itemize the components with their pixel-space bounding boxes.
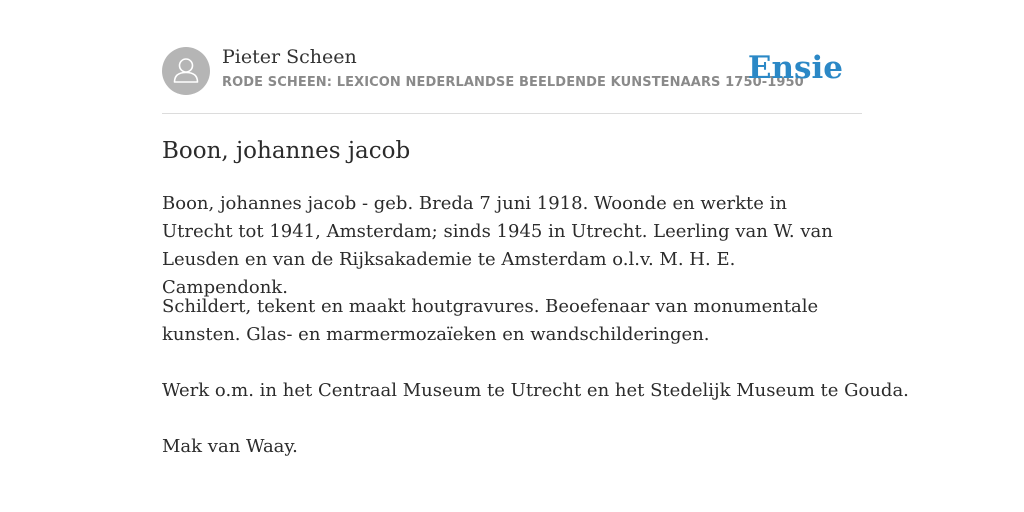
entry-card	[162, 44, 909, 457]
user-silhouette-icon	[162, 47, 210, 95]
source-title[interactable]: RODE SCHEEN: LEXICON NEDERLANDSE BEELDENDE KUNSTENAARS 1750-1950	[222, 75, 804, 90]
author-avatar[interactable]	[162, 47, 210, 95]
entry-header	[162, 44, 862, 114]
ensie-logo-link[interactable]: Ensie	[747, 50, 843, 86]
entry-paragraph-collections: Werk o.m. in het Centraal Museum te Utrecht en het Stedelijk Museum te Gouda.	[162, 380, 909, 401]
entry-paragraph-biography: Boon, johannes jacob - geb. Breda 7 juni 1918. Woonde en werkte in Utrecht tot 1941, Amsterdam; sinds 1945 in Utrecht. Leerling van W. van Leusden en van de Rijksakademie te Amsterdam o.l.v. M. H. E. Campendonk.	[162, 193, 833, 298]
entry-paragraph-source: Mak van Waay.	[162, 436, 298, 457]
entry-paragraph-work: Schildert, tekent en maakt houtgravures. Beoefenaar van monumentale kunsten. Glas- en marmermozaïeken en wandschilderingen.	[162, 296, 819, 345]
author-name[interactable]: Pieter Scheen	[222, 46, 357, 68]
entry-title: Boon, johannes jacob	[162, 138, 411, 164]
